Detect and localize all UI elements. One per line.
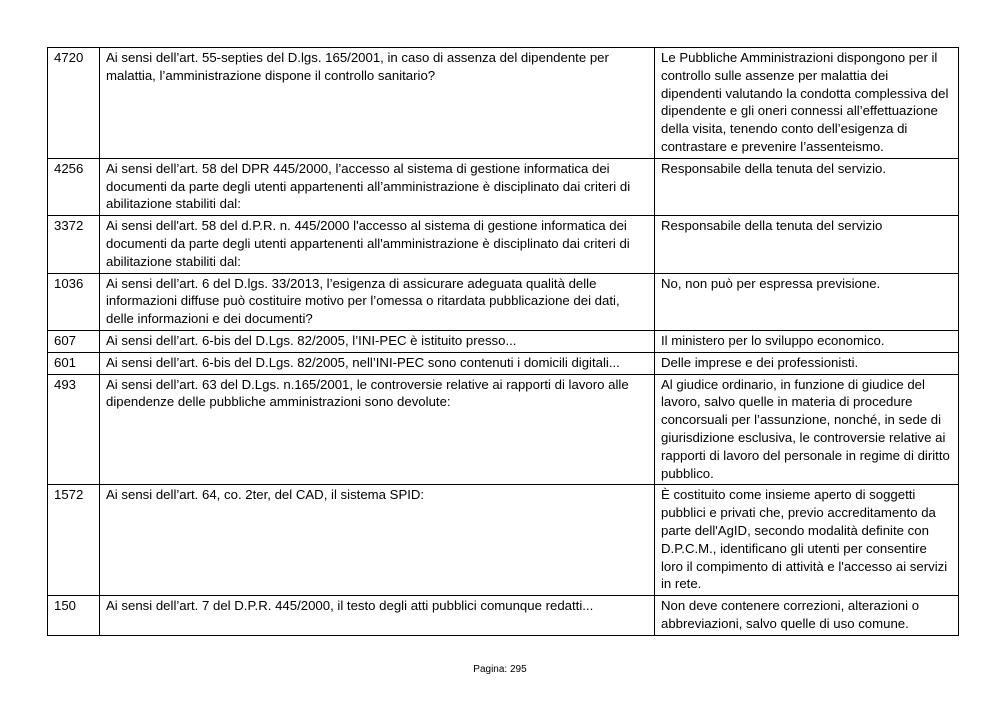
answer-text: Responsabile della tenuta del servizio. bbox=[655, 158, 959, 215]
table-row bbox=[48, 158, 959, 215]
answer-text: No, non può per espressa previsione. bbox=[655, 273, 959, 330]
table-row bbox=[48, 216, 959, 273]
question-text: Ai sensi dell’art. 7 del D.P.R. 445/2000, il testo degli atti pubblici comunque redatti... bbox=[100, 596, 655, 636]
question-text: Ai sensi dell’art. 63 del D.Lgs. n.165/2001, le controversie relative ai rapporti di lavoro alle dipendenze delle pubbliche amministrazioni sono devolute: bbox=[100, 374, 655, 485]
question-text: Ai sensi dell’art. 58 del DPR 445/2000, l’accesso al sistema di gestione informatica dei documenti da parte degli utenti appartenenti all’amministrazione è disciplinato dai criteri di abilitazione stabiliti dal: bbox=[100, 158, 655, 215]
question-id: 3372 bbox=[48, 216, 100, 273]
table-row bbox=[48, 596, 959, 636]
question-text: Ai sensi dell'art. 58 del d.P.R. n. 445/2000 l'accesso al sistema di gestione informatica dei documenti da parte degli utenti appartenenti all'amministrazione è disciplinato dai criteri di abilitazione stabiliti dal: bbox=[100, 216, 655, 273]
question-id: 1036 bbox=[48, 273, 100, 330]
table-row bbox=[48, 485, 959, 596]
question-id: 1572 bbox=[48, 485, 100, 596]
answer-text: Responsabile della tenuta del servizio bbox=[655, 216, 959, 273]
table-row bbox=[48, 352, 959, 374]
question-id: 4720 bbox=[48, 48, 100, 159]
question-id: 493 bbox=[48, 374, 100, 485]
question-id: 601 bbox=[48, 352, 100, 374]
answer-text: Delle imprese e dei professionisti. bbox=[655, 352, 959, 374]
question-text: Ai sensi dell’art. 6 del D.lgs. 33/2013, l’esigenza di assicurare adeguata qualità delle informazioni diffuse può costituire motivo per l’omessa o ritardata pubblicazione dei dati, delle informazioni e dei documenti? bbox=[100, 273, 655, 330]
table-row bbox=[48, 273, 959, 330]
question-text: Ai sensi dell’art. 6-bis del D.Lgs. 82/2005, l’INI-PEC è istituito presso... bbox=[100, 330, 655, 352]
question-id: 150 bbox=[48, 596, 100, 636]
question-id: 4256 bbox=[48, 158, 100, 215]
question-id: 607 bbox=[48, 330, 100, 352]
question-text: Ai sensi dell’art. 55-septies del D.lgs. 165/2001, in caso di assenza del dipendente per malattia, l’amministrazione dispone il controllo sanitario? bbox=[100, 48, 655, 159]
answer-text: Non deve contenere correzioni, alterazioni o abbreviazioni, salvo quelle di uso comune. bbox=[655, 596, 959, 636]
answer-text: È costituito come insieme aperto di soggetti pubblici e privati che, previo accreditamento da parte dell'AgID, secondo modalità definite con D.P.C.M., identificano gli utenti per consentire loro il compimento di attività e l'accesso ai servizi in rete. bbox=[655, 485, 959, 596]
table-row bbox=[48, 374, 959, 485]
question-text: Ai sensi dell’art. 6-bis del D.Lgs. 82/2005, nell’INI-PEC sono contenuti i domicili digitali... bbox=[100, 352, 655, 374]
answer-text: Le Pubbliche Amministrazioni dispongono per il controllo sulle assenze per malattia dei dipendenti valutando la condotta complessiva del dipendente e gli oneri connessi all’effettuazione della visita, tenendo conto dell’esigenza di contrastare e prevenire l’assenteismo. bbox=[655, 48, 959, 159]
question-text: Ai sensi dell’art. 64, co. 2ter, del CAD, il sistema SPID: bbox=[100, 485, 655, 596]
page-number: Pagina: 295 bbox=[473, 664, 527, 675]
question-table bbox=[47, 47, 959, 636]
table-row bbox=[48, 330, 959, 352]
answer-text: Il ministero per lo sviluppo economico. bbox=[655, 330, 959, 352]
answer-text: Al giudice ordinario, in funzione di giudice del lavoro, salvo quelle in materia di procedure concorsuali per l’assunzione, nonché, in sede di giurisdizione esclusiva, le controversie relative ai rapporti di lavoro del personale in regime di diritto pubblico. bbox=[655, 374, 959, 485]
table-row bbox=[48, 48, 959, 159]
